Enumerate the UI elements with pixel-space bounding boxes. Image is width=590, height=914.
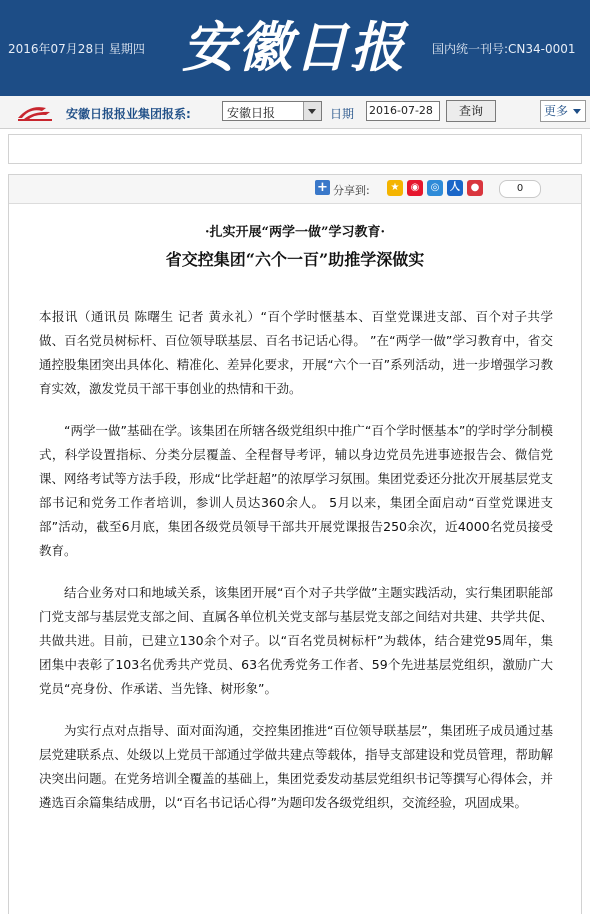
- article-paragraph: 为实行点对点指导、面对面沟通，交控集团推进“百位领导联基层”，集团班子成员通过基层党建联系点、处级以上党员干部通过学做共建点等载体，指导支部建设和党员管理，帮助解决突出问题。在党务培训全覆盖的基础上，集团党委发动基层党组织书记等撰写心得体会，并遴选百余篇集结成册，以“百名书记话心得”为题印发各级党组织，交流经验，巩固成果。: [39, 723, 553, 810]
- share-label: 分享到:: [333, 184, 370, 197]
- pengyou-icon[interactable]: ◎: [427, 180, 443, 196]
- share-bar: [9, 175, 581, 204]
- group-logo-icon: [16, 102, 56, 122]
- article-paragraph: 本报讯（通讯员 陈曙生 记者 黄永礼）“百个学时惬基本、百堂党课进支部、百个对子共学做、百名党员树标杆、百位领导联基层、百名书记话心得。 ”在“两学一做”学习教育中，省交通控股集团突出具体化、精准化、差异化要求，开展“六个一百”系列活动，进一步增强学习教育实效，激发党员干部干事创业的热情和干劲。: [39, 309, 553, 396]
- qzone-icon[interactable]: ★: [387, 180, 403, 196]
- chevron-down-icon[interactable]: [303, 102, 321, 120]
- masthead: [0, 0, 590, 96]
- article-panel: [8, 174, 582, 914]
- press-group-label: 安徽日报报业集团报系:: [66, 107, 191, 121]
- query-button[interactable]: 查询: [446, 100, 496, 122]
- article-paragraph: 结合业务对口和地域关系，该集团开展“百个对子共学做”主题实践活动，实行集团职能部门党支部与基层党支部之间、直属各单位机关党支部与基层党支部之间结对共建、共学共促、共做共进。目前，已建立130余个对子。以“百名党员树标杆”为载体，结合建党95周年，集团集中表彰了103名优秀共产党员、63名优秀党务工作者、59个先进基层党组织，激励广大党员“亮身份、作承诺、当先锋、树形象”。: [39, 585, 553, 696]
- weibo-icon[interactable]: ◉: [407, 180, 423, 196]
- article-kicker: ·扎实开展“两学一做”学习教育·: [204, 225, 385, 240]
- issue-date: 2016年07月28日 星期四: [8, 42, 145, 56]
- date-label: 日期: [330, 107, 355, 121]
- paper-select[interactable]: [222, 101, 322, 121]
- date-input[interactable]: 2016-07-28: [366, 101, 440, 121]
- share-plus-icon[interactable]: +: [315, 180, 330, 195]
- article-paragraph: “两学一做”基础在学。该集团在所辖各级党组织中推广“百个学时惬基本”的学时学分制模式，科学设置指标、分类分层覆盖、全程督导考评，辅以身边党员先进事迹报告会、微信党课、网络考试等方法手段，形成“比学赶超”的浓厚学习氛围。集团党委还分批次开展基层党支部书记和党务工作者培训，参训人员达360余人。 5月以来，集团全面启动“百堂党课进支部”活动，截至6月底，集团各级党员领导干部共开展党课报告250余次，近4000名党员接受教育。: [39, 423, 553, 558]
- more-dropdown[interactable]: [540, 100, 586, 122]
- renren-icon[interactable]: 人: [447, 180, 463, 196]
- paper-select-value: 安徽日报: [227, 106, 276, 120]
- issn-label: 国内统一刊号:CN34-0001: [432, 42, 576, 56]
- caret-down-icon: [573, 109, 581, 114]
- share-count: 0: [499, 180, 541, 198]
- empty-panel: [8, 134, 582, 164]
- kaixin-icon[interactable]: ●: [467, 180, 483, 196]
- article-headline: 省交控集团“六个一百”助推学深做实: [165, 250, 425, 269]
- newspaper-title-logo[interactable]: 安徽日报: [182, 15, 406, 79]
- query-bar: [0, 96, 590, 129]
- more-label: 更多: [544, 104, 569, 118]
- article-body: [39, 305, 553, 833]
